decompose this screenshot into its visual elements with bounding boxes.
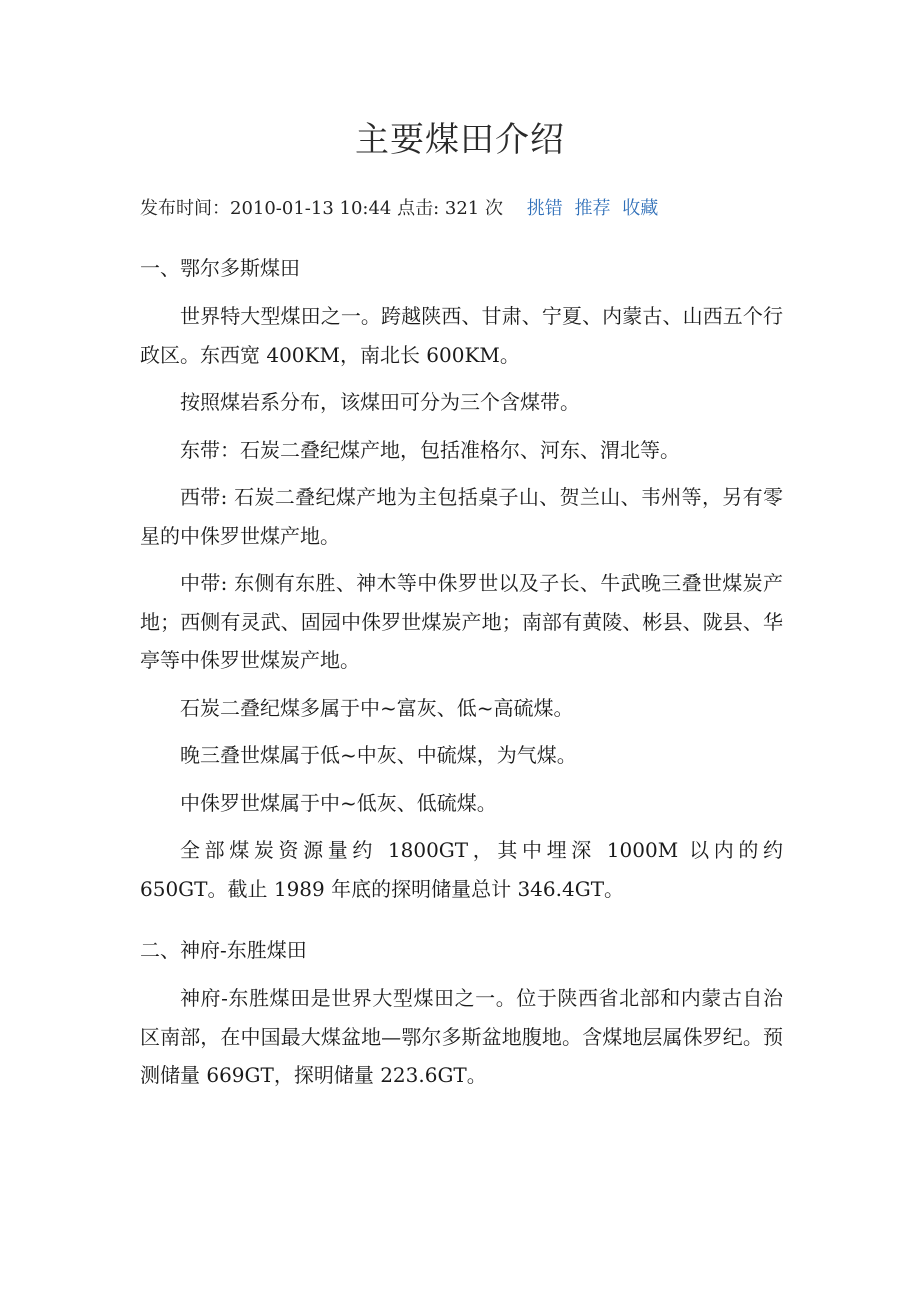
paragraph: 中带: 东侧有东胜、神木等中侏罗世以及子长、牛武晚三叠世煤炭产地；西侧有灵武、固园中侏罗世煤炭产地；南部有黄陵、彬县、陇县、华亭等中侏罗世煤炭产地。 <box>140 571 783 672</box>
article-actions <box>509 198 658 219</box>
article-meta <box>140 194 658 220</box>
paragraph: 全部煤炭资源量约 1800GT，其中埋深 1000M 以内的约 650GT。截止 1989 年底的探明储量总计 346.4GT。 <box>140 838 783 901</box>
publish-label: 发布时间： <box>140 198 230 219</box>
report-error-link[interactable]: 挑错 <box>526 198 563 219</box>
paragraph: 西带: 石炭二叠纪煤产地为主包括桌子山、贺兰山、韦州等，另有零星的中侏罗世煤产地。 <box>140 485 783 548</box>
clicks-value: 321 <box>444 198 480 219</box>
clicks-unit: 次 <box>479 198 503 219</box>
article-body <box>140 248 783 1095</box>
paragraph: 世界特大型煤田之一。跨越陕西、甘肃、宁夏、内蒙古、山西五个行政区。东西宽 400KM，南北长 600KM。 <box>140 304 783 367</box>
clicks-label: 点击: <box>391 198 445 219</box>
recommend-link[interactable]: 推荐 <box>574 198 611 219</box>
section-heading: 二、神府-东胜煤田 <box>140 938 307 962</box>
page-title: 主要煤田介绍 <box>355 120 565 160</box>
section-heading: 一、鄂尔多斯煤田 <box>140 256 300 280</box>
paragraph: 晚三叠世煤属于低~中灰、中硫煤，为气煤。 <box>180 743 577 767</box>
paragraph: 按照煤岩系分布，该煤田可分为三个含煤带。 <box>180 390 580 414</box>
bookmark-link[interactable]: 收藏 <box>622 198 659 219</box>
paragraph: 东带：石炭二叠纪煤产地，包括准格尔、河东、渭北等。 <box>180 437 680 462</box>
paragraph: 中侏罗世煤属于中~低灰、低硫煤。 <box>180 790 497 815</box>
paragraph: 石炭二叠纪煤多属于中~富灰、低~高硫煤。 <box>180 695 574 720</box>
paragraph: 神府-东胜煤田是世界大型煤田之一。位于陕西省北部和内蒙古自治区南部，在中国最大煤盆地—鄂尔多斯盆地腹地。含煤地层属侏罗纪。预测储量 669GT，探明储量 223.6GT。 <box>140 986 783 1087</box>
publish-time: 2010-01-13 10:44 <box>230 198 392 219</box>
